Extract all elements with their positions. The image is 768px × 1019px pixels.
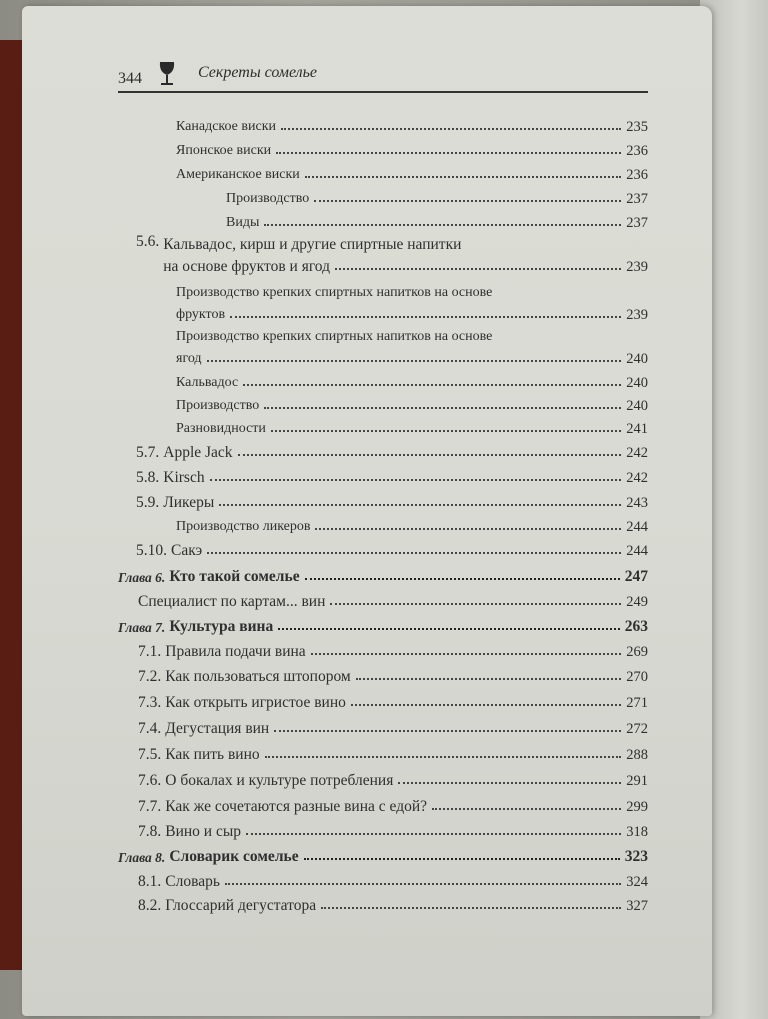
page-number: 344 — [118, 70, 142, 87]
dot-leader — [219, 504, 621, 506]
toc-entry-title-cont: на основе фруктов и ягод — [163, 257, 330, 275]
toc-entry-page: 239 — [626, 258, 648, 275]
toc-entry-page: 236 — [626, 142, 648, 159]
toc-entry-number: 5.10. — [136, 541, 167, 559]
toc-entry-number: 7.6. — [138, 771, 162, 789]
toc-entry-title: Кальвадос, кирш и другие спиртные напитки — [163, 235, 462, 253]
toc-entry-title: Как пить вино — [165, 745, 260, 763]
toc-entry-page: 299 — [626, 798, 648, 815]
toc-entry-page: 237 — [626, 214, 648, 231]
toc-entry-page: 324 — [626, 873, 648, 890]
toc-entry[interactable] — [118, 322, 648, 366]
dot-leader — [207, 552, 621, 554]
toc-entry-page: 240 — [626, 350, 648, 367]
toc-entry-number: 7.5. — [138, 745, 162, 763]
toc-chapter-entry[interactable] — [118, 562, 648, 584]
book-title: Секреты сомелье — [198, 64, 318, 81]
toc-entry[interactable] — [118, 278, 648, 322]
toc-entry[interactable] — [118, 488, 648, 510]
toc-entry-title: Как же сочетаются разные вина с едой? — [165, 797, 428, 815]
toc-entry-page: 241 — [626, 420, 648, 437]
toc-entry-title: Производство крепких спиртных напитков на основе — [176, 285, 493, 300]
toc-entry-number: 7.3. — [138, 693, 162, 711]
toc-entry[interactable] — [118, 463, 648, 485]
dot-leader — [246, 833, 621, 835]
dot-leader — [210, 479, 622, 481]
toc-entry[interactable] — [118, 368, 648, 390]
toc-entry-title: Виды — [226, 215, 260, 230]
dot-leader — [271, 430, 621, 432]
toc-entry-page: 240 — [626, 397, 648, 414]
toc-chapter-number: Глава 8. — [118, 849, 166, 865]
toc-entry-title: Американское виски — [176, 167, 300, 182]
toc-entry[interactable] — [118, 184, 648, 206]
toc-chapter-title: Кто такой сомелье — [169, 567, 300, 585]
dot-leader — [276, 152, 621, 154]
toc-entry-number: 5.6. — [136, 233, 160, 250]
toc-entry-title-cont: ягод — [176, 351, 202, 366]
dot-leader — [238, 454, 622, 456]
dot-leader — [398, 782, 621, 784]
toc-entry-page: 327 — [626, 897, 648, 914]
toc-entry-number: 7.7. — [138, 797, 162, 815]
toc-entry[interactable] — [118, 160, 648, 182]
toc-entry-page: 288 — [626, 746, 648, 763]
toc-entry-page: 242 — [626, 469, 648, 486]
toc-entry-page: 244 — [626, 518, 648, 535]
toc-chapter-number: Глава 7. — [118, 619, 166, 635]
toc-entry-page: 247 — [624, 567, 648, 585]
dot-leader — [207, 360, 622, 362]
toc-entry[interactable] — [118, 891, 648, 913]
toc-entry-number: 7.2. — [138, 667, 162, 685]
toc-entry-page: 272 — [626, 720, 648, 737]
wine-glass-icon — [156, 60, 178, 88]
toc-entry-page: 235 — [626, 118, 648, 135]
toc-entry[interactable] — [118, 587, 648, 609]
toc-entry[interactable] — [118, 208, 648, 230]
toc-entry[interactable] — [118, 536, 648, 558]
toc-chapter-number: Глава 6. — [118, 569, 166, 585]
dot-leader — [264, 407, 621, 409]
toc-entry-number: 5.8. — [136, 468, 160, 486]
toc-entry-title: Apple Jack — [163, 443, 233, 461]
dot-leader — [321, 907, 621, 909]
toc-entry-title: Канадское виски — [176, 119, 276, 134]
dot-leader — [311, 653, 622, 655]
dot-leader — [315, 528, 621, 530]
toc-entry[interactable] — [118, 637, 648, 659]
book-cover-edge — [0, 40, 24, 970]
dot-leader — [304, 858, 620, 860]
dot-leader — [264, 224, 621, 226]
toc-entry-title: Разновидности — [176, 421, 266, 436]
toc-entry-page: 237 — [626, 190, 648, 207]
toc-entry-number: 5.7. — [136, 443, 160, 461]
toc-entry-page: 270 — [626, 668, 648, 685]
toc-entry-title: Kirsch — [163, 468, 205, 486]
dot-leader — [265, 756, 622, 758]
toc-chapter-title: Культура вина — [169, 617, 274, 635]
toc-entry-title-cont: фруктов — [176, 307, 226, 322]
toc-entry-page: 239 — [626, 306, 648, 323]
toc-entry-title: Производство — [176, 398, 260, 413]
toc-entry-page: 263 — [624, 617, 648, 635]
toc-entry-page: 236 — [626, 166, 648, 183]
dot-leader — [432, 808, 621, 810]
toc-entry[interactable] — [118, 136, 648, 158]
toc-entry[interactable] — [118, 512, 648, 534]
dot-leader — [314, 200, 621, 202]
dot-leader — [281, 128, 621, 130]
toc-entry-title: О бокалах и культуре потребления — [165, 771, 394, 789]
toc-entry-title: Словарь — [165, 872, 220, 890]
toc-entry-number: 7.1. — [138, 642, 162, 660]
toc-entry-title: Как пользоваться штопором — [165, 667, 351, 685]
dot-leader — [225, 883, 621, 885]
toc-entry-number: 5.9. — [136, 493, 160, 511]
toc-entry[interactable] — [118, 662, 648, 684]
toc-entry[interactable] — [118, 766, 648, 788]
toc-chapter-entry[interactable] — [118, 842, 648, 864]
toc-entry-page: 291 — [626, 772, 648, 789]
toc-entry-title: Глоссарий дегустатора — [165, 896, 317, 914]
toc-entry[interactable] — [118, 792, 648, 814]
toc-entry[interactable] — [118, 688, 648, 710]
dot-leader — [356, 678, 622, 680]
toc-entry-page: 249 — [626, 593, 648, 610]
toc-entry-page: 240 — [626, 374, 648, 391]
running-head — [118, 58, 648, 90]
toc-entry-title: Производство крепких спиртных напитков на основе — [176, 329, 493, 344]
toc-entry-title: Вино и сыр — [165, 822, 242, 840]
toc-entry[interactable] — [118, 414, 648, 436]
toc-entry[interactable] — [118, 112, 648, 134]
header-rule — [118, 91, 648, 93]
toc-entry-page: 244 — [626, 542, 648, 559]
toc-entry-title: Ликеры — [163, 493, 215, 511]
toc-entry-page: 243 — [626, 494, 648, 511]
toc-entry-number: 7.4. — [138, 719, 162, 737]
toc-entry[interactable] — [118, 391, 648, 413]
toc-entry[interactable] — [118, 230, 648, 274]
toc-entry-title: Производство — [226, 191, 310, 206]
dot-leader — [330, 603, 621, 605]
dot-leader — [230, 316, 621, 318]
dot-leader — [243, 384, 621, 386]
toc-entry[interactable] — [118, 714, 648, 736]
toc-entry-page: 242 — [626, 444, 648, 461]
toc-entry-title: Дегустация вин — [165, 719, 270, 737]
toc-entry-title: Сакэ — [171, 541, 203, 559]
toc-entry-title: Производство ликеров — [176, 519, 311, 534]
toc-entry-number: 8.2. — [138, 896, 162, 914]
toc-entry-title: Японское виски — [176, 143, 272, 158]
toc-entry[interactable] — [118, 438, 648, 460]
toc-entry[interactable] — [118, 817, 648, 839]
dot-leader — [274, 730, 621, 732]
toc-entry[interactable] — [118, 740, 648, 762]
dot-leader — [278, 628, 620, 630]
toc-entry-page: 318 — [626, 823, 648, 840]
toc-entry-title: Как открыть игристое вино — [165, 693, 346, 711]
dot-leader — [351, 704, 621, 706]
toc-chapter-entry[interactable] — [118, 612, 648, 634]
toc-entry-title: Специалист по картам... вин — [138, 592, 326, 610]
toc-entry-page: 271 — [626, 694, 648, 711]
toc-entry-page: 323 — [624, 847, 648, 865]
toc-entry-number: 7.8. — [138, 822, 162, 840]
dot-leader — [335, 268, 621, 270]
dot-leader — [305, 176, 621, 178]
dot-leader — [305, 578, 620, 580]
toc-chapter-title: Словарик сомелье — [169, 847, 299, 865]
toc-entry-title: Кальвадос — [176, 375, 239, 390]
toc-entry[interactable] — [118, 867, 648, 889]
toc-entry-title: Правила подачи вина — [165, 642, 306, 660]
toc-entry-page: 269 — [626, 643, 648, 660]
toc-entry-number: 8.1. — [138, 872, 162, 890]
